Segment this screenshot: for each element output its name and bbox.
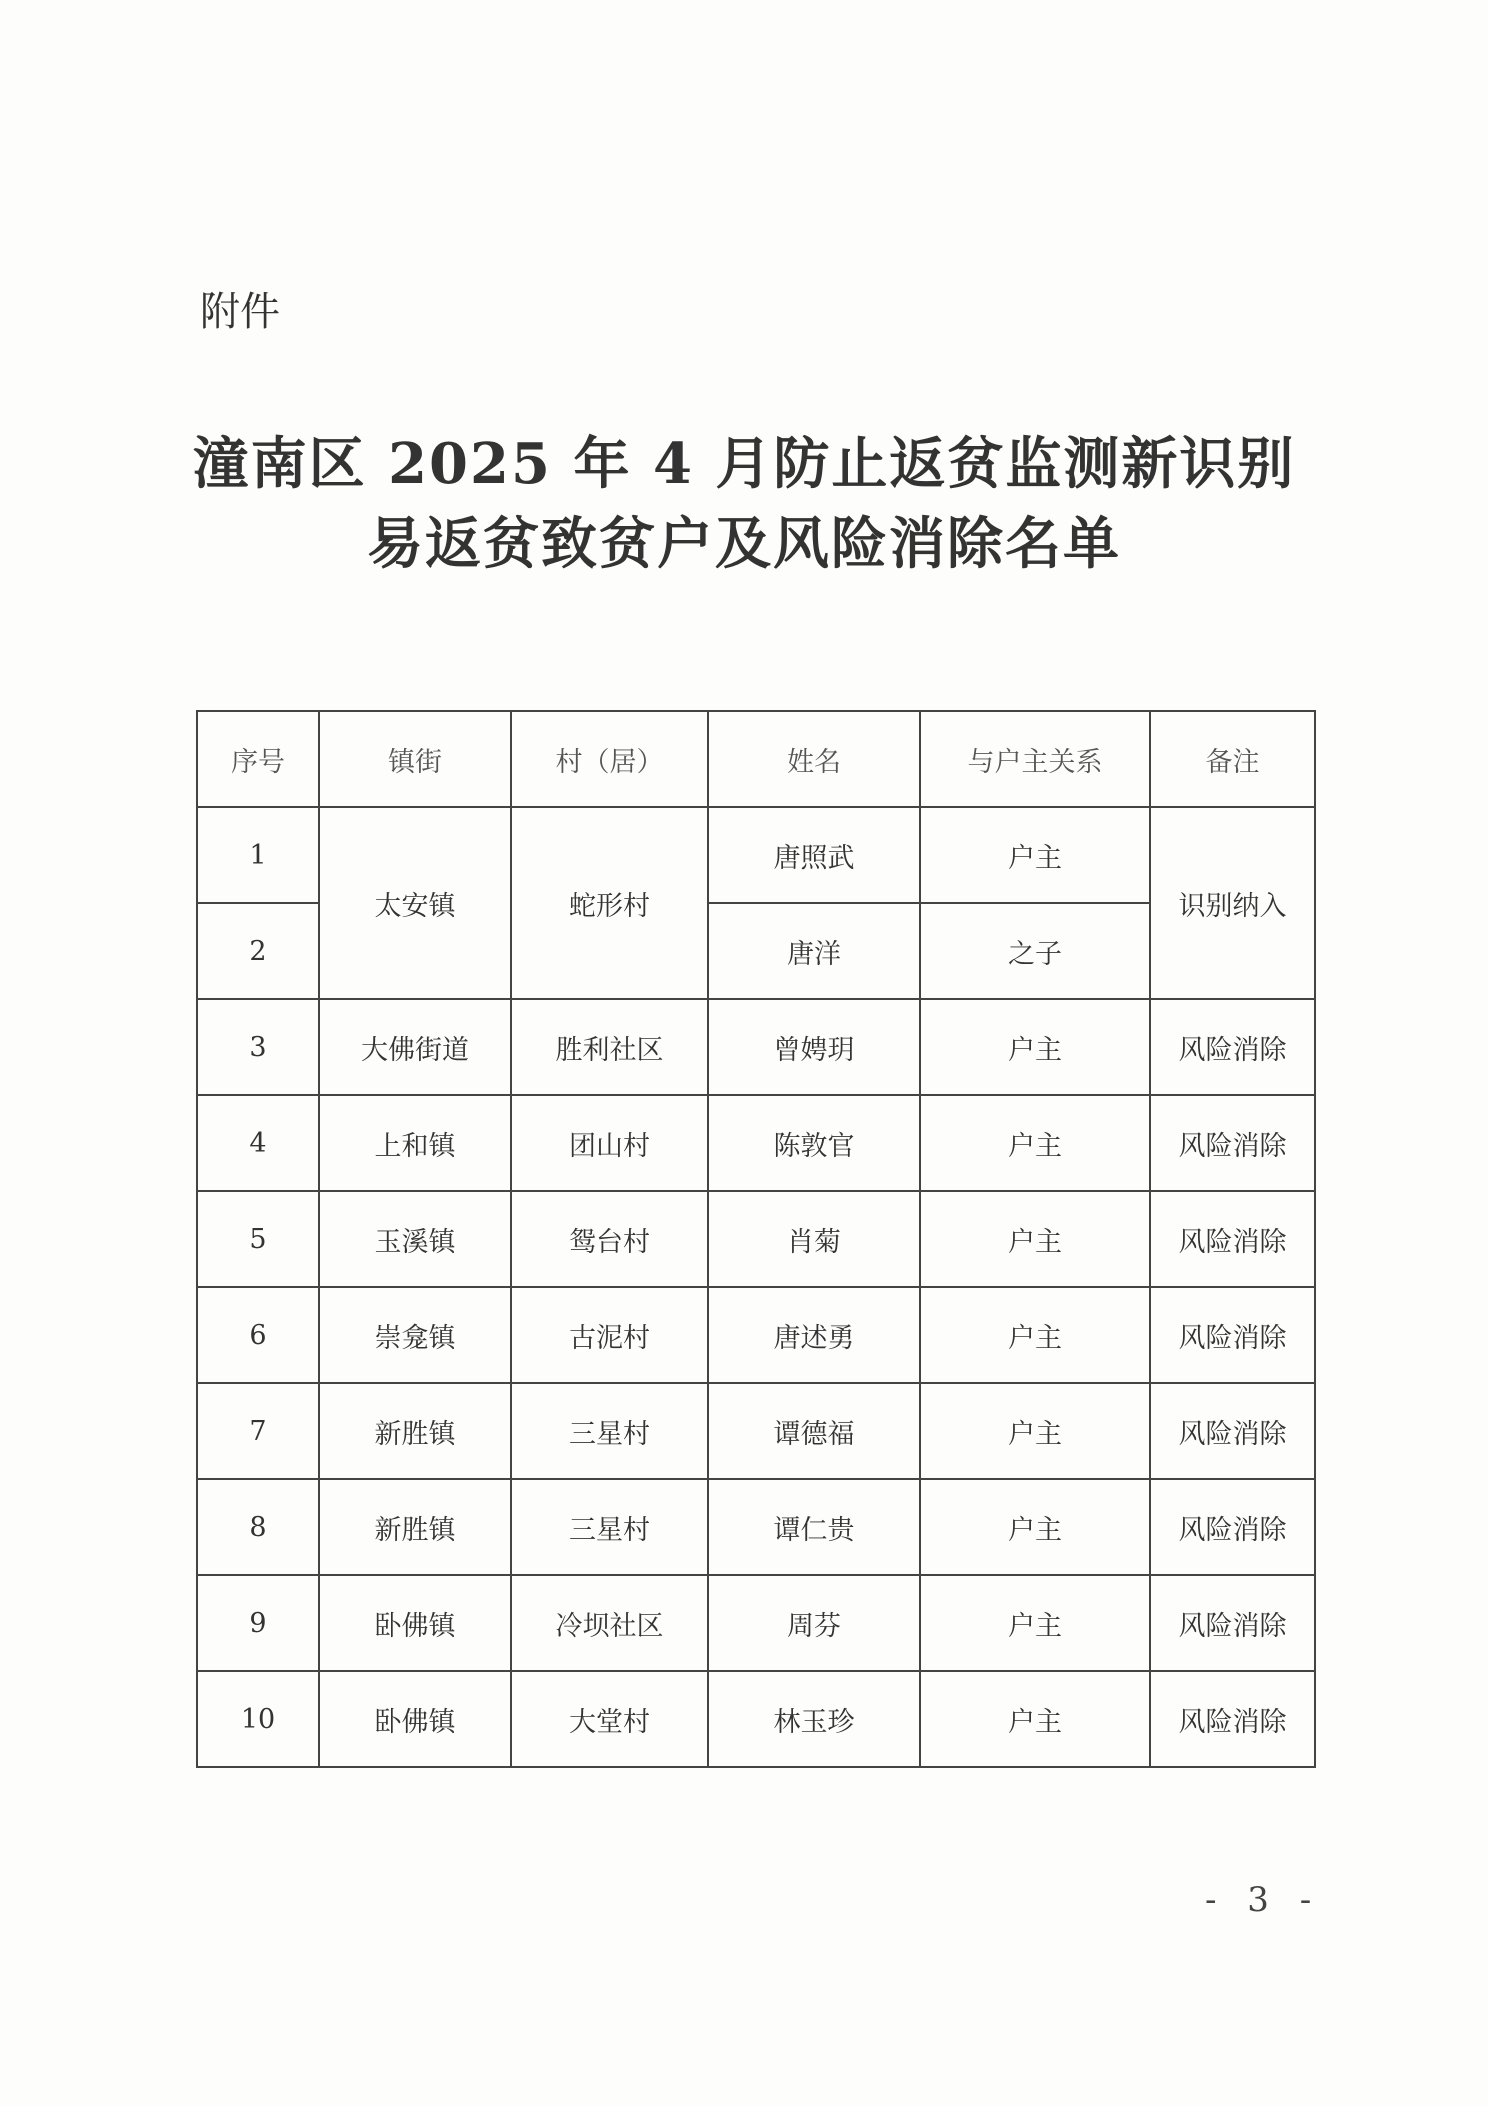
table-row	[197, 1671, 1315, 1767]
cell-village: 冷坝社区	[511, 1575, 708, 1671]
cell-village: 团山村	[511, 1095, 708, 1191]
cell-note: 风险消除	[1150, 1479, 1315, 1575]
header-relation: 与户主关系	[920, 711, 1150, 807]
cell-town: 卧佛镇	[319, 1575, 511, 1671]
document-title-line-1: 潼南区 2025 年 4 月防止返贫监测新识别	[192, 431, 1296, 497]
header-village: 村（居）	[511, 711, 708, 807]
cell-relation: 户主	[920, 1191, 1150, 1287]
attachment-label: 附件	[200, 289, 280, 335]
cell-town: 崇龛镇	[319, 1287, 511, 1383]
cell-number: 8	[197, 1479, 319, 1575]
header-town: 镇街	[319, 711, 511, 807]
cell-note: 风险消除	[1150, 999, 1315, 1095]
cell-note: 风险消除	[1150, 1095, 1315, 1191]
cell-note: 风险消除	[1150, 1575, 1315, 1671]
table-row	[197, 1095, 1315, 1191]
cell-name: 曾娉玥	[708, 999, 920, 1095]
cell-name: 唐述勇	[708, 1287, 920, 1383]
cell-name: 唐洋	[708, 903, 920, 999]
cell-note: 风险消除	[1150, 1383, 1315, 1479]
cell-name: 谭德福	[708, 1383, 920, 1479]
header-note: 备注	[1150, 711, 1315, 807]
table-row	[197, 999, 1315, 1095]
cell-village: 大堂村	[511, 1671, 708, 1767]
cell-number: 5	[197, 1191, 319, 1287]
cell-number: 10	[197, 1671, 319, 1767]
table-row	[197, 807, 1315, 903]
cell-town: 太安镇	[319, 807, 511, 999]
table-row	[197, 1287, 1315, 1383]
cell-relation: 户主	[920, 1671, 1150, 1767]
cell-number: 9	[197, 1575, 319, 1671]
cell-town: 大佛街道	[319, 999, 511, 1095]
page-number: - 3 -	[1205, 1880, 1322, 1920]
cell-relation: 户主	[920, 999, 1150, 1095]
cell-note: 风险消除	[1150, 1191, 1315, 1287]
table-row	[197, 1191, 1315, 1287]
table-row	[197, 1383, 1315, 1479]
cell-number: 2	[197, 903, 319, 999]
cell-town: 上和镇	[319, 1095, 511, 1191]
table-row	[197, 1575, 1315, 1671]
cell-relation: 之子	[920, 903, 1150, 999]
cell-number: 6	[197, 1287, 319, 1383]
cell-note: 风险消除	[1150, 1671, 1315, 1767]
cell-village: 胜利社区	[511, 999, 708, 1095]
cell-name: 肖菊	[708, 1191, 920, 1287]
cell-number: 3	[197, 999, 319, 1095]
header-name: 姓名	[708, 711, 920, 807]
cell-name: 陈敦官	[708, 1095, 920, 1191]
document-title-line-2: 易返贫致贫户及风险消除名单	[367, 511, 1121, 577]
cell-town: 新胜镇	[319, 1479, 511, 1575]
table-row	[197, 1479, 1315, 1575]
cell-relation: 户主	[920, 1383, 1150, 1479]
table-header-row	[197, 711, 1315, 807]
header-number: 序号	[197, 711, 319, 807]
cell-relation: 户主	[920, 1095, 1150, 1191]
cell-village: 鸳台村	[511, 1191, 708, 1287]
cell-town: 玉溪镇	[319, 1191, 511, 1287]
cell-number: 7	[197, 1383, 319, 1479]
cell-village: 蛇形村	[511, 807, 708, 999]
cell-name: 林玉珍	[708, 1671, 920, 1767]
cell-name: 周芬	[708, 1575, 920, 1671]
cell-town: 卧佛镇	[319, 1671, 511, 1767]
cell-village: 古泥村	[511, 1287, 708, 1383]
cell-name: 谭仁贵	[708, 1479, 920, 1575]
cell-note: 风险消除	[1150, 1287, 1315, 1383]
cell-number: 1	[197, 807, 319, 903]
cell-name: 唐照武	[708, 807, 920, 903]
cell-number: 4	[197, 1095, 319, 1191]
cell-note: 识别纳入	[1150, 807, 1315, 999]
cell-relation: 户主	[920, 1575, 1150, 1671]
cell-village: 三星村	[511, 1383, 708, 1479]
cell-village: 三星村	[511, 1479, 708, 1575]
cell-relation: 户主	[920, 1287, 1150, 1383]
cell-town: 新胜镇	[319, 1383, 511, 1479]
roster-table	[196, 710, 1316, 1768]
cell-relation: 户主	[920, 807, 1150, 903]
cell-relation: 户主	[920, 1479, 1150, 1575]
